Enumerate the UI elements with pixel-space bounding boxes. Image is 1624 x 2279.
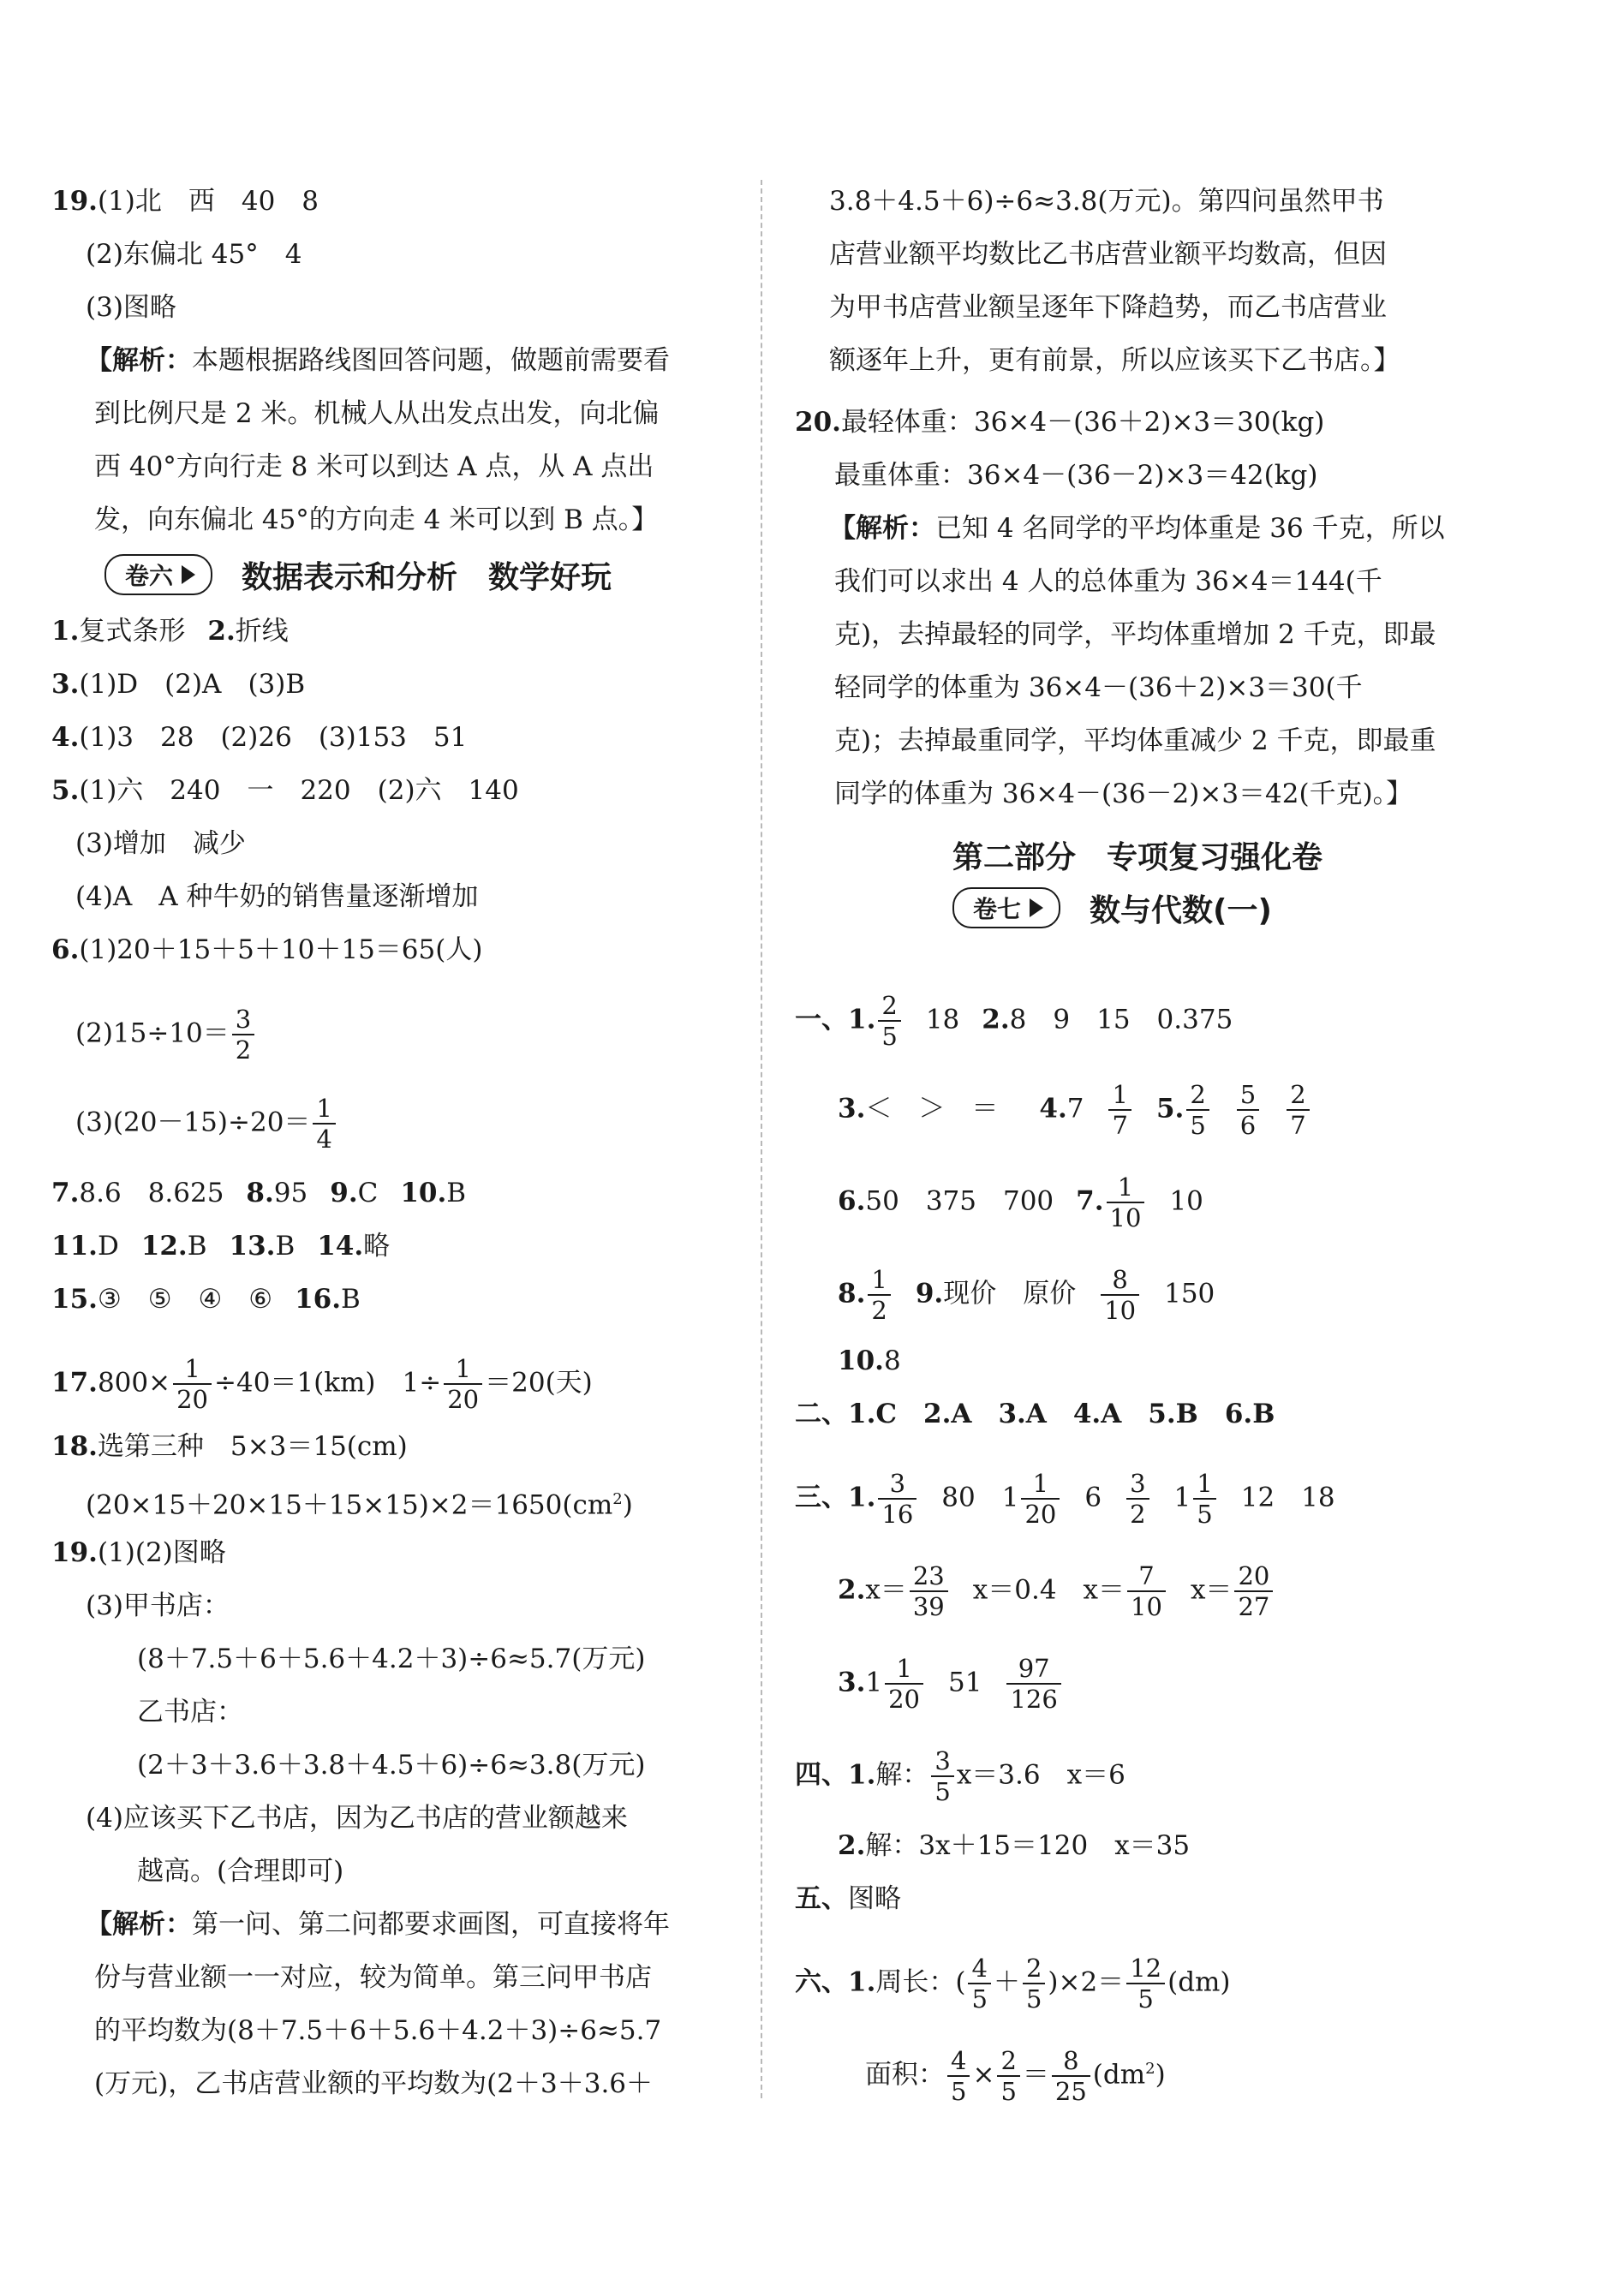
fraction: $\frac{1}{10}$ — [1107, 1172, 1145, 1232]
section-badge-7: 卷七 — [952, 887, 1060, 928]
fraction: $\frac{4}{5}$ — [947, 2046, 970, 2106]
fraction: $\frac{1}{2}$ — [868, 1265, 890, 1325]
fraction: $\frac{20}{27}$ — [1234, 1561, 1273, 1621]
answer-20-line2: 最重体重：36×4－(36－2)×3＝42(kg) — [834, 460, 1318, 491]
analysis-19a-line1: 【解析：本题根据路线图回答问题，做题前需要看 — [86, 345, 670, 376]
part4-row1: 四、1.解： $\frac{3}{5}$ x＝3.6 x＝6 — [795, 1746, 1125, 1806]
answer-6-line1: 6.(1)20＋15＋5＋10＋15＝65(人) — [51, 934, 483, 965]
fraction: $\frac{12}{5}$ — [1126, 1954, 1165, 2014]
answer-20-line1: 20.最轻体重：36×4－(36＋2)×3＝30(kg) — [795, 407, 1325, 438]
answer-19-line4: 乙书店： — [137, 1697, 243, 1727]
analysis-19-line4: (万元)，乙书店营业额的平均数为(2＋3＋3.6＋ — [94, 2068, 654, 2099]
fraction: $\frac{3}{2}$ — [232, 1005, 254, 1065]
answer-6-line2: (2)15÷10＝ $\frac{3}{2}$ — [75, 1005, 257, 1039]
analysis-19a-line2: 到比例尺是 2 米。机械人从出发点出发，向北偏 — [94, 398, 660, 429]
answer-4: 4.(1)3 28 (2)26 (3)153 51 — [51, 722, 468, 753]
play-arrow-icon — [182, 565, 195, 584]
fraction: $\frac{3}{2}$ — [1126, 1469, 1149, 1529]
analysis-cont-line1: 3.8＋4.5＋6)÷6≈3.8(万元)。第四问虽然甲书 — [829, 186, 1384, 217]
answer-19-line5: (2＋3＋3.6＋3.8＋4.5＋6)÷6≈3.8(万元) — [137, 1750, 646, 1781]
answer-19a-line1: 19.(1)北 西 40 8 — [51, 186, 319, 217]
fraction: $\frac{1}{5}$ — [1193, 1469, 1215, 1529]
fraction: $\frac{7}{10}$ — [1127, 1561, 1166, 1621]
answer-19a-line3: (3)图略 — [86, 292, 176, 323]
answer-5-line1: 5.(1)六 240 一 220 (2)六 140 — [51, 775, 519, 806]
analysis-cont-line3: 为甲书店营业额呈逐年下降趋势，而乙书店营业 — [829, 292, 1387, 323]
analysis-19-line2: 份与营业额一一对应，较为简单。第三问甲书店 — [94, 1962, 652, 1993]
answer-11-14: 11.D 12.B 13.B 14.略 — [51, 1231, 391, 1262]
fraction: $\frac{2}{5}$ — [1023, 1954, 1045, 2014]
fraction: $\frac{2}{5}$ — [997, 2046, 1019, 2106]
part1-row5: 10.8 — [838, 1345, 901, 1376]
fraction: $\frac{2}{7}$ — [1287, 1080, 1309, 1140]
part1-row2: 3.＜ ＞ ＝ 4.7 $\frac{1}{7}$ 5. $\frac{2}{5}$ $\frac{5}{6}$ $\frac{2}{7}$ — [838, 1080, 1312, 1114]
part1-row4: 8. $\frac{1}{2}$ 9.现价 原价 $\frac{8}{10}$ 150 — [838, 1265, 1215, 1325]
analysis-20-line6: 同学的体重为 36×4－(36－2)×3＝42(千克)。】 — [834, 779, 1413, 809]
answer-18-line1: 18.选第三种 5×3＝15(cm) — [51, 1431, 408, 1462]
play-arrow-icon — [1030, 898, 1043, 917]
answer-17: 17.800× $\frac{1}{20}$ ÷40＝1(km) 1÷ $\frac{1}{20}$ ＝20(天) — [51, 1354, 593, 1414]
analysis-19a-line4: 发，向东偏北 45°的方向走 4 米可以到 B 点。】 — [94, 504, 659, 535]
answer-5-line2: (3)增加 减少 — [75, 828, 246, 859]
fraction: $\frac{4}{5}$ — [968, 1954, 990, 2014]
answer-18-line2: $(20\times 15+20\times 15+15\times 15)\times 2=1650(cm^2)$ — [86, 1489, 633, 1521]
part1-row3: 6.50 375 700 7. $\frac{1}{10}$ 10 — [838, 1172, 1203, 1232]
section-header-6 — [104, 553, 612, 596]
answer-3: 3.(1)D (2)A (3)B — [51, 669, 306, 700]
fraction: $\frac{97}{126}$ — [1006, 1654, 1060, 1714]
fraction: $\frac{1}{4}$ — [313, 1094, 335, 1154]
answer-19-line6: (4)应该买下乙书店，因为乙书店的营业额越来 — [86, 1803, 628, 1834]
fraction: $\frac{23}{39}$ — [910, 1561, 948, 1621]
analysis-cont-line4: 额逐年上升，更有前景，所以应该买下乙书店。】 — [829, 345, 1400, 376]
part1-row1: 一、1. $\frac{2}{5}$ 18 2.8 9 15 0.375 — [795, 991, 1233, 1051]
analysis-19-line3: 的平均数为(8＋7.5＋6＋5.6＋4.2＋3)÷6≈5.7 — [94, 2015, 662, 2046]
analysis-20-line5: 克)；去掉最重同学，平均体重减少 2 千克，即最重 — [834, 725, 1436, 756]
answer-5-line3: (4)A A 种牛奶的销售量逐渐增加 — [75, 881, 479, 912]
analysis-20-line2: 我们可以求出 4 人的总体重为 36×4＝144(千 — [834, 566, 1382, 597]
part4-row2: 2.解：3x＋15＝120 x＝35 — [838, 1830, 1191, 1861]
part2-row: 二、1.C 2.A 3.A 4.A 5.B 6.B — [795, 1399, 1275, 1429]
answer-1-2: 1.复式条形 2.折线 — [51, 616, 289, 647]
fraction: $\frac{1}{20}$ — [1021, 1469, 1060, 1529]
analysis-20-line1: 【解析：已知 4 名同学的平均体重是 36 千克，所以 — [829, 513, 1445, 544]
answer-19-line2: (3)甲书店： — [86, 1590, 230, 1621]
analysis-20-line4: 轻同学的体重为 36×4－(36＋2)×3＝30(千 — [834, 672, 1363, 703]
fraction: $\frac{8}{25}$ — [1052, 2046, 1090, 2106]
fraction: $\frac{1}{20}$ — [444, 1354, 482, 1414]
section-title-7: 数与代数(一) — [1090, 892, 1272, 928]
part5-row: 五、图略 — [795, 1883, 901, 1914]
part3-row3: 3.1 $\frac{1}{20}$ 51 $\frac{97}{126}$ — [838, 1654, 1064, 1688]
part3-row1: 三、1. $\frac{3}{16}$ 80 1 $\frac{1}{20}$ 6 $\frac{3}{2}$ 1 $\frac{1}{5}$ 12 18 — [795, 1469, 1335, 1529]
fraction: $\frac{2}{5}$ — [1186, 1080, 1209, 1140]
analysis-19-line1: 【解析：第一问、第二问都要求画图，可直接将年 — [86, 1909, 670, 1940]
part-title: 第二部分 专项复习强化卷 — [952, 840, 1322, 875]
part3-row2: 2.x＝ $\frac{23}{39}$ x＝0.4 x＝ $\frac{7}{10}$ x＝ $\frac{20}{27}$ — [838, 1561, 1275, 1596]
analysis-19a-line3: 西 40°方向行走 8 米可以到达 A 点，从 A 点出 — [94, 451, 654, 482]
fraction: $\frac{1}{20}$ — [173, 1354, 212, 1414]
section-title-6: 数据表示和分析 数学好玩 — [242, 559, 612, 595]
part6-row1: 六、1.周长：( $\frac{4}{5}$ ＋ $\frac{2}{5}$ )×2＝ $\frac{12}{5}$ (dm) — [795, 1954, 1231, 2014]
part6-row2: 面积： $\frac{4}{5}$ × $\frac{2}{5}$ ＝ $\frac{8}{25}$ $(dm^2)$ — [865, 2046, 1166, 2106]
answer-19-line1: 19.(1)(2)图略 — [51, 1537, 226, 1568]
fraction: $\frac{3}{16}$ — [878, 1469, 916, 1529]
answer-15-16: 15.③ ⑤ ④ ⑥ 16.B — [51, 1284, 361, 1315]
fraction: $\frac{2}{5}$ — [878, 991, 900, 1051]
answer-19-line3: (8＋7.5＋6＋5.6＋4.2＋3)÷6≈5.7(万元) — [137, 1644, 646, 1674]
analysis-cont-line2: 店营业额平均数比乙书店营业额平均数高，但因 — [829, 239, 1387, 270]
answer-19a-line2: (2)东偏北 45° 4 — [86, 239, 302, 270]
fraction: $\frac{1}{20}$ — [885, 1654, 923, 1714]
section-header-7 — [952, 886, 1272, 929]
fraction: $\frac{8}{10}$ — [1101, 1265, 1139, 1325]
answer-19-line7: 越高。(合理即可) — [137, 1856, 344, 1887]
answer-6-line3: (3)(20－15)÷20＝ $\frac{1}{4}$ — [75, 1094, 338, 1128]
analysis-20-line3: 克)，去掉最轻的同学，平均体重增加 2 千克，即最 — [834, 619, 1436, 650]
answer-7-10: 7.8.6 8.625 8.95 9.C 10.B — [51, 1178, 467, 1208]
column-divider — [761, 180, 762, 2098]
fraction: $\frac{3}{5}$ — [931, 1746, 953, 1806]
fraction: $\frac{1}{7}$ — [1108, 1080, 1131, 1140]
section-badge-6: 卷六 — [104, 554, 212, 595]
fraction: $\frac{5}{6}$ — [1237, 1080, 1259, 1140]
